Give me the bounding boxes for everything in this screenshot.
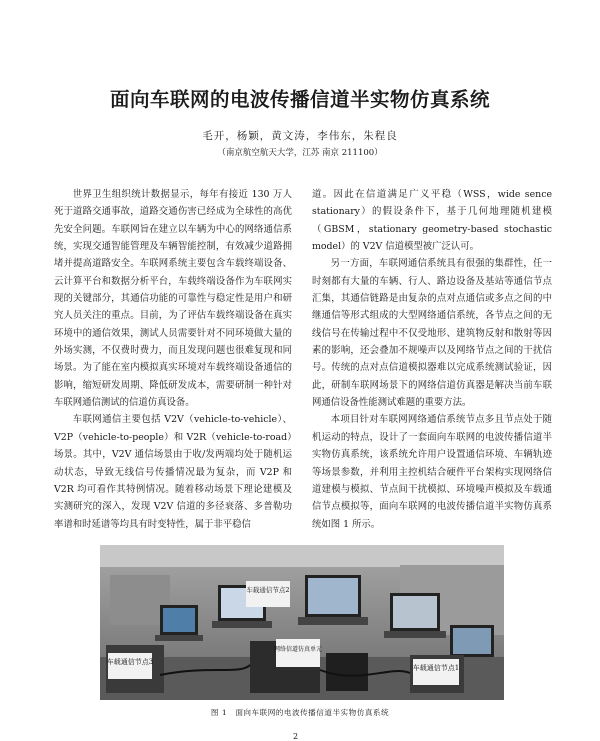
body-paragraph: 世界卫生组织统计数据显示，每年有接近 130 万人死于道路交通事故，道路交通伤害已经成为全球性的高优先安全问题。车联网旨在建立以车辆为中心的网络通信系统，实现交通智能管理及车辆智能控制，有效减少道路拥堵并提高道路安全。车联网系统主要包含车载终端设备、云计算平台和数据分析平台，车载终端设备作为车联网实现的关键部分，其通信功能的可靠性与稳定性是用户和研究人员关注的重点。目前，为了评估车载终端设备在真实环境中的通信效果，测试人员需要针对不同环境做大量的外场实测，不仅费时费力，而且发现问题也很难复现和同场景。为了能在室内模拟真实环境对车载终端设备通信的影响，缩短研发周期、降低研发成本，需要研制一种针对车联网通信测试的信道仿真设备。 — [54, 189, 292, 409]
label-node-1: 车载通信节点1 — [412, 664, 460, 672]
body-paragraph: 道。因此在信道满足广义平稳（WSS，wide sence stationary）的假设条件下，基于几何地理随机建模（GBSM，stationary geometry-based stochastic model）的 V2V 信道模型被广泛认可。 — [312, 189, 552, 253]
left-column — [54, 186, 292, 533]
label-simulator: 网络信道仿真单元 — [273, 646, 323, 653]
paper-title: 面向车联网的电波传播信道半实物仿真系统 — [109, 88, 490, 111]
lab-setup-photo — [100, 545, 504, 700]
author-list: 毛开，杨颖，黄文涛，李伟东，朱程良 — [202, 130, 398, 142]
label-node-3: 车载通信节点3 — [106, 658, 154, 666]
body-paragraph: 车联网通信主要包括 V2V（vehicle-to-vehicle）、V2P（vehicle-to-people）和 V2R（vehicle-to-road）场景。其中，V2V 通信场景由于收/发两端均处于随机运动状态，导致无线信号传播情况最为复杂，而 V2P 和 V2R 均可看作其特例情况。随着移动场景下理论建模及实测研究的深入，发现 V2V 信道的多径衰落、多普勒功率谱和时延谱等均具有时变特性，属于非平稳信 — [54, 414, 292, 530]
figure-caption: 图 1 面向车联网的电波传播信道半实物仿真系统 — [210, 708, 390, 717]
page-number: 2 — [293, 732, 299, 741]
body-paragraph: 本项目针对车联网网络通信系统节点多且节点处于随机运动的特点，设计了一套面向车联网的电波传播信道半实物仿真系统，该系统允许用户设置通信环境、车辆轨迹等场景参数，并利用主控机结合硬件平台架构实现网络信道建模与模拟、节点间干扰模拟、环境噪声模拟及车载通信节点模拟等，面向车联网的电波传播信道半实物仿真系统如图 1 所示。 — [312, 414, 552, 530]
right-column — [312, 186, 552, 533]
figure-1-photo — [100, 545, 504, 700]
author-affiliation: （南京航空航天大学，江苏 南京 211100） — [217, 148, 383, 158]
body-paragraph: 另一方面，车联网通信系统具有很强的集群性，任一时刻都有大量的车辆、行人、路边设备及基站等通信节点汇集，其通信链路是由复杂的点对点通信或多点之间的中继通信等形式组成的大型网络通信系统，各节点之间的无线信号在传输过程中不仅受地形、建筑物反射和散射等因素的影响，还会叠加不规噪声以及网络节点之间的干扰信号。传统的点对点信道模拟器难以完成系统测试验证，因此，研制车联网场景下的网络信道仿真器是解决当前车联网通信设备性能测试难题的重要方法。 — [312, 258, 552, 409]
label-node-2: 车载通信节点2 — [246, 586, 290, 594]
